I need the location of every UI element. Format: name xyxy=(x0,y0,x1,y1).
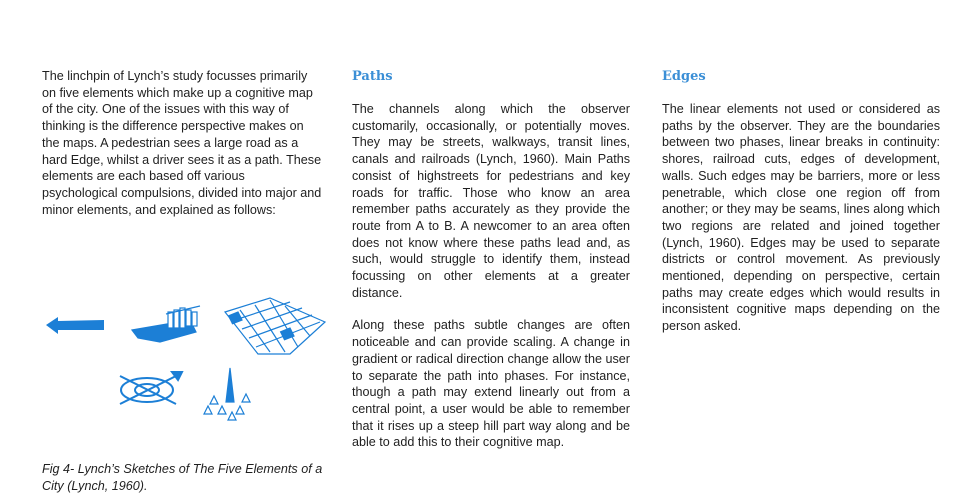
paths-heading: Paths xyxy=(352,69,393,84)
paths-column xyxy=(352,68,630,451)
edges-heading: Edges xyxy=(662,69,706,84)
paths-paragraph-1: The channels along which the observer customarily, occasionally, or potentially moves. They may be streets, walkways, transit lines, canals and railroads (Lynch, 1960). Main Paths consist of highstreets for pedestrians and key roads for traffic. Those who know an area remember paths accurately as they provide the route from A to B. A newcomer to an area often does not know where these paths lead and, as such, would struggle to identify them, instead focussing on other elements at a greater distance. xyxy=(352,102,630,300)
figure-caption: Fig 4- Lynch’s Sketches of The Five Elements of a City (Lynch, 1960). xyxy=(42,462,323,493)
edges-paragraph-1: The linear elements not used or considered as paths by the observer. They are the boundaries between two phases, linear breaks in continuity: shores, railroad cuts, edges of development, walls. Such edges may be barriers, more or less penetrable, which close one region off from another; or they may be seams, lines along which two regions are related and joined together (Lynch, 1960). Edges may be used to separate districts or control movement. As previously mentioned, depending on perspective, certain paths may create edges which would results in inconsistent cognitive maps depending on the person asked. xyxy=(662,102,940,334)
intro-column xyxy=(42,68,322,218)
paths-paragraph-2: Along these paths subtle changes are often noticeable and can provide scaling. A change in gradient or radical direction change allow the user to separate the path into phases. For instance, though a path may extend linearly out from a central point, a user would be able to remember that it rises up a steep hill part way along and be able to add this to their cognitive map. xyxy=(352,318,630,450)
five-elements-figure xyxy=(40,292,330,427)
path-icon xyxy=(46,317,104,334)
node-icon xyxy=(120,372,182,404)
edge-icon xyxy=(132,306,200,342)
district-icon xyxy=(225,298,325,354)
landmark-icon xyxy=(204,368,250,420)
edges-column xyxy=(662,68,940,335)
intro-paragraph: The linchpin of Lynch’s study focusses primarily on five elements which make up a cognitive map of the city. One of the issues with this way of thinking is the difference perspective makes on the maps. A pedestrian sees a large road as a hard Edge, whilst a driver sees it as a path. These elements are each based off various psychological compulsions, divided into major and minor elements, and explained as follows: xyxy=(42,69,322,217)
